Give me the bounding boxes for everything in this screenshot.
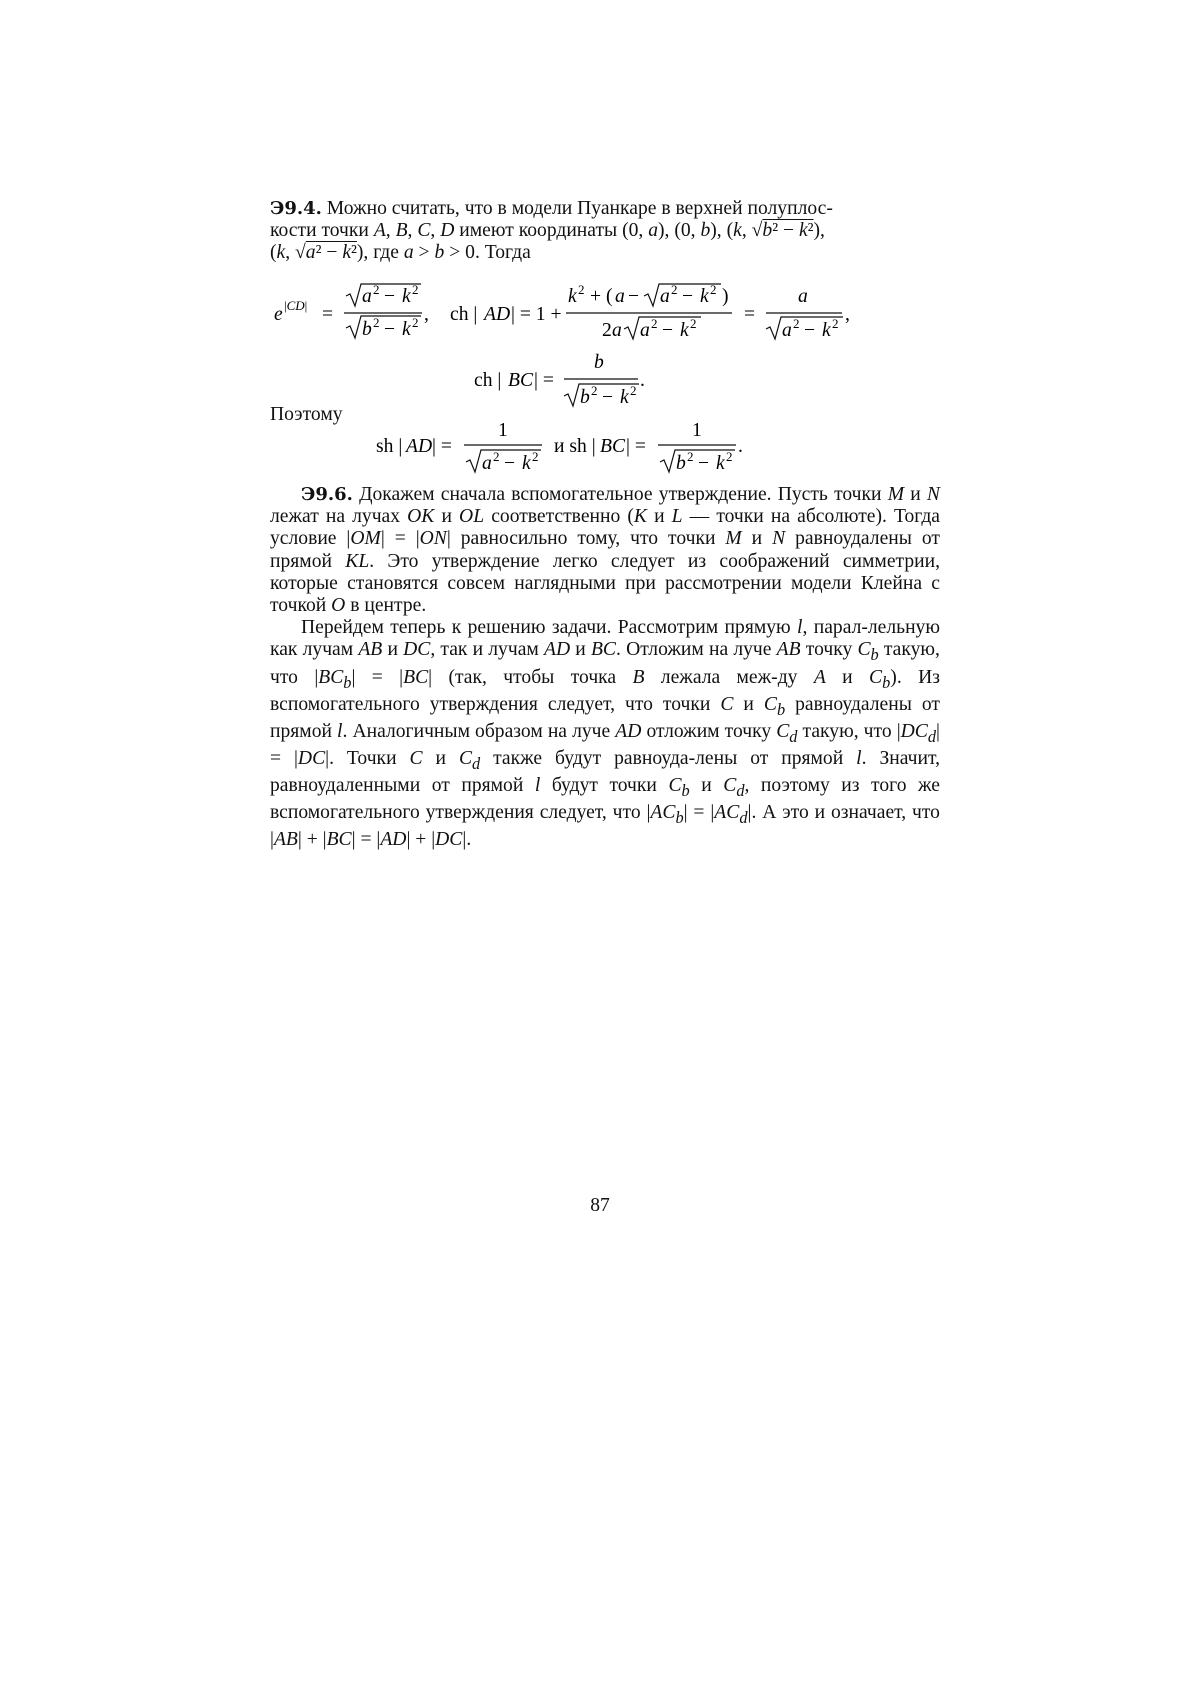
svg-text:2: 2 <box>726 449 733 464</box>
svg-text:2: 2 <box>687 449 694 464</box>
svg-text:a: a <box>612 320 622 341</box>
svg-text:AD: AD <box>484 304 511 325</box>
svg-text:2: 2 <box>651 316 658 331</box>
svg-text:sh |: sh | <box>376 436 403 457</box>
svg-text:=: = <box>744 304 756 325</box>
svg-text:.: . <box>640 370 645 391</box>
svg-text:a: a <box>482 453 492 474</box>
svg-text:k: k <box>522 453 531 474</box>
svg-text:a: a <box>640 320 650 341</box>
svg-text:−: − <box>682 286 694 307</box>
svg-text:2: 2 <box>690 316 697 331</box>
svg-text:k: k <box>620 387 629 408</box>
svg-text:| =: | = <box>432 436 452 457</box>
svg-text:| =: | = <box>626 436 646 457</box>
svg-text:.: . <box>738 436 743 457</box>
svg-text:a: a <box>615 286 625 307</box>
svg-text:2: 2 <box>412 282 419 297</box>
svg-text:ch |: ch | <box>450 304 478 325</box>
svg-text:−: − <box>662 320 674 341</box>
svg-text:2: 2 <box>793 316 800 331</box>
svg-text:+ (: + ( <box>590 286 613 307</box>
problem-9-4-line2: кости точки A, B, C, D имеют координаты (0, a), (0, b), (k, √b² − k²), <box>270 220 825 242</box>
svg-text:=: = <box>322 304 334 325</box>
svg-text:1: 1 <box>692 420 702 441</box>
svg-text:b: b <box>676 453 686 474</box>
poetomu-line: Поэтому <box>270 404 343 425</box>
svg-text:| =: | = <box>534 370 554 391</box>
page-number: 87 <box>590 1195 610 1216</box>
svg-text:BC: BC <box>600 436 626 457</box>
svg-text:2: 2 <box>412 315 419 330</box>
svg-text:1: 1 <box>498 420 508 441</box>
svg-text:b: b <box>580 387 590 408</box>
svg-text:−: − <box>504 453 516 474</box>
svg-text:2: 2 <box>591 383 598 398</box>
svg-text:a: a <box>362 286 372 307</box>
svg-text:−: − <box>698 453 710 474</box>
svg-text:k: k <box>402 319 411 340</box>
problem-9-4-label: Э9.4. <box>270 198 322 219</box>
svg-text:k: k <box>568 286 577 307</box>
problem-9-6-para1: Э9.6. Докажем сначала вспомогательное утверждение. Пусть точки M и N лежат на лучах OK и OL соответственно (K и L — точки на абсолюте). Тогда условие |OM| = |ON| равносильно тому, что точки M и N равноудалены от прямой KL. Это утверждение легко следует из соображений симметрии, которые становятся совсем наглядными при рассмотрении модели Клейна с точкой O в центре. <box>270 484 940 617</box>
problem-9-4-line1: Э9.4. Можно считать, что в модели Пуанкаре в верхней полуплос- <box>270 198 833 219</box>
svg-text:| = 1 +: | = 1 + <box>511 304 562 325</box>
svg-text:2: 2 <box>602 320 612 341</box>
svg-text:,: , <box>845 304 850 325</box>
problem-9-4-line3: (k, √a² − k²), где a > b > 0. Тогда <box>270 242 531 264</box>
svg-text:2: 2 <box>493 449 500 464</box>
svg-text:a: a <box>782 320 792 341</box>
problem-9-4-text <box>270 198 940 265</box>
svg-text:b: b <box>362 319 372 340</box>
svg-text:2: 2 <box>578 282 585 297</box>
svg-text:−: − <box>602 387 614 408</box>
svg-text:b: b <box>594 352 604 373</box>
svg-text:k: k <box>402 286 411 307</box>
svg-text:e: e <box>274 304 283 325</box>
svg-text:2: 2 <box>630 383 637 398</box>
svg-text:a: a <box>798 286 808 307</box>
problem-9-6-para2: Перейдем теперь к решению задачи. Рассмотрим прямую l, парал-лельную как лучам AB и DC, так и лучам AD и BC. Отложим на луче AB точку $C_b$ такую, что $|BC_b| = |BC|$ (так, чтобы точка B лежала меж-ду A и $C_b$). Из вспомогательного утверждения следует, что точки C и $C_b$ равноудалены от прямой l. Аналогичным образом на луче AD отложим точку $C_d$ такую, что $|DC_d| = |DC|$. Точки C и $C_d$ также будут равноуда-лены от прямой l. Значит, равноудаленными от прямой l будут точки $C_b$ и $C_d$, поэтому из того же вспомогательного утверждения следует, что $|AC_b| = |AC_d|$. А это и означает, что |AB| + |BC| = |AD| + |DC|. <box>270 617 941 851</box>
svg-text:k: k <box>716 453 725 474</box>
equation-1 <box>270 280 940 350</box>
svg-text:a: a <box>660 286 670 307</box>
svg-text:k: k <box>700 286 709 307</box>
svg-text:2: 2 <box>832 316 839 331</box>
svg-text:−: − <box>384 286 396 307</box>
svg-text:2: 2 <box>710 282 717 297</box>
svg-text:ch |: ch | <box>474 370 502 391</box>
svg-text:2: 2 <box>373 282 380 297</box>
svg-text:2: 2 <box>671 282 678 297</box>
svg-text:2: 2 <box>373 315 380 330</box>
svg-text:|CD|: |CD| <box>284 298 308 313</box>
svg-text:k: k <box>822 320 831 341</box>
svg-text:BC: BC <box>508 370 534 391</box>
svg-text:,: , <box>424 304 429 325</box>
svg-text:−: − <box>384 319 396 340</box>
svg-text:k: k <box>680 320 689 341</box>
svg-text:AD: AD <box>406 436 433 457</box>
svg-text:2: 2 <box>532 449 539 464</box>
svg-text:): ) <box>722 286 729 307</box>
svg-text:−: − <box>804 320 816 341</box>
equation-3 <box>374 420 794 480</box>
problem-9-6-text <box>270 484 940 851</box>
problem-9-6-label: Э9.6. <box>301 484 353 505</box>
svg-text:и sh |: и sh | <box>554 436 596 457</box>
svg-text:−: − <box>628 286 640 307</box>
